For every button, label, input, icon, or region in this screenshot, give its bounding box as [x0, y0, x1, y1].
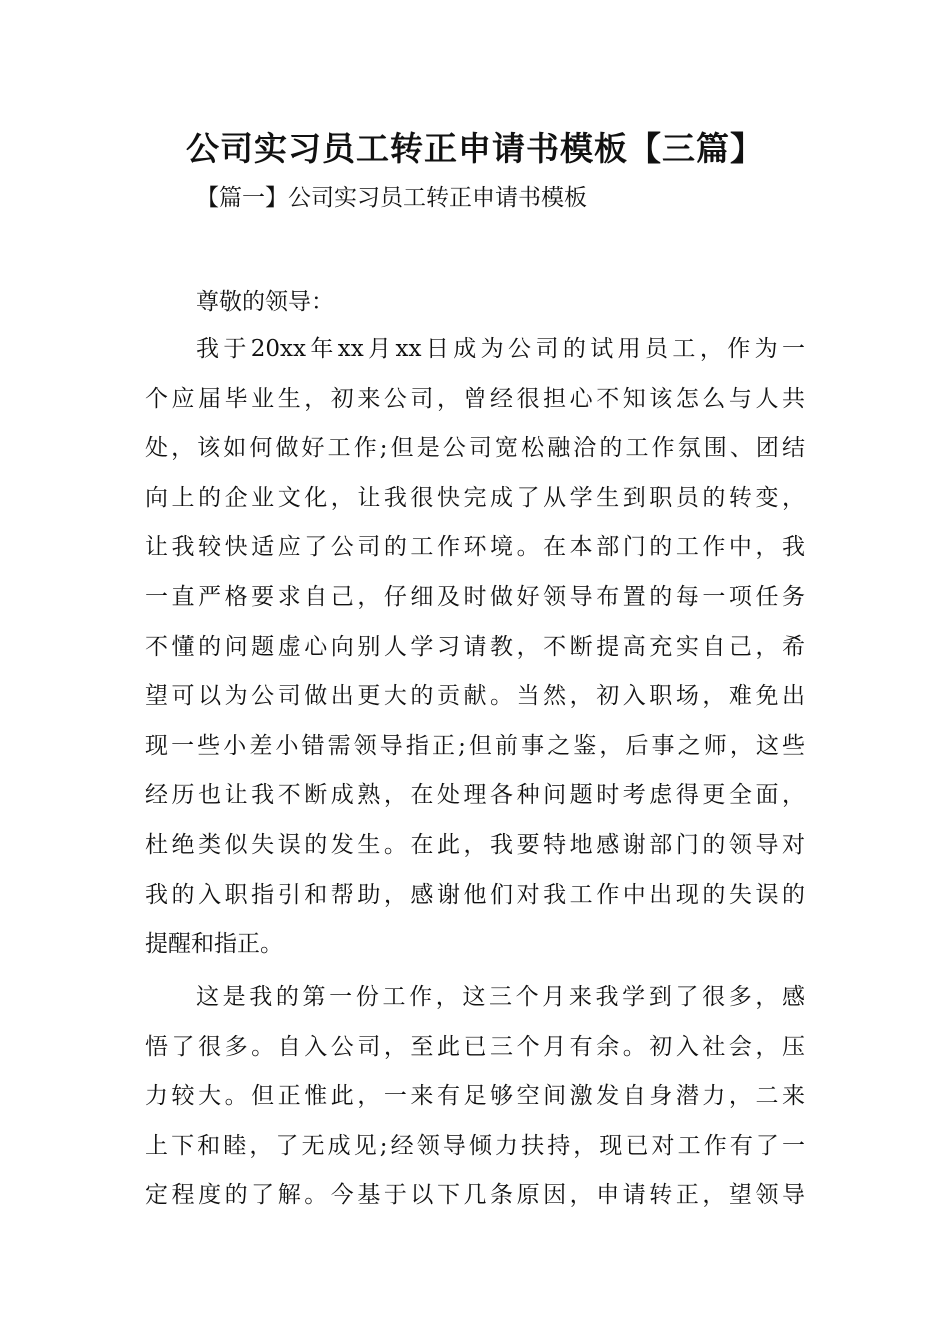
- text-line: 我的入职指引和帮助，感谢他们对我工作中出现的失误的: [145, 881, 805, 908]
- text-line: 提醒和指正。: [145, 931, 283, 958]
- text-line: 力较大。但正惟此，一来有足够空间激发自身潜力，二来: [145, 1083, 805, 1110]
- text-line: 让我较快适应了公司的工作环境。在本部门的工作中，我: [145, 534, 805, 561]
- text-line: 一直严格要求自己，仔细及时做好领导布置的每一项任务: [145, 583, 805, 610]
- text-line: 悟了很多。自入公司，至此已三个月有余。初入社会，压: [145, 1033, 805, 1060]
- text-line: 定程度的了解。今基于以下几条原因，申请转正，望领导: [145, 1182, 805, 1209]
- text-line: 向上的企业文化，让我很快完成了从学生到职员的转变，: [145, 484, 805, 511]
- body-paragraph-1: [145, 325, 805, 970]
- text-line: 这是我的第一份工作，这三个月来我学到了很多，感: [196, 984, 805, 1010]
- body-paragraph-2: [145, 973, 805, 1221]
- text-line: 经历也让我不断成熟，在处理各种问题时考虑得更全面，: [145, 782, 805, 809]
- text-line: 个应届毕业生，初来公司，曾经很担心不知该怎么与人共: [145, 385, 805, 412]
- text-line: 不懂的问题虚心向别人学习请教，不断提高充实自己，希: [145, 633, 805, 660]
- text-line: 杜绝类似失误的发生。在此，我要特地感谢部门的领导对: [145, 831, 805, 858]
- text-line: 上下和睦，了无成见;经领导倾力扶持，现已对工作有了一: [145, 1132, 805, 1159]
- text-line: 现一些小差小错需领导指正;但前事之鉴，后事之师，这些: [145, 732, 805, 759]
- text-line: 望可以为公司做出更大的贡献。当然，初入职场，难免出: [145, 683, 805, 710]
- section-heading: 【篇一】公司实习员工转正申请书模板: [196, 185, 587, 211]
- text-line: 我于20xx年xx月xx日成为公司的试用员工，作为一: [196, 336, 805, 362]
- salutation: 尊敬的领导：: [196, 289, 334, 315]
- text-line: 处，该如何做好工作;但是公司宽松融洽的工作氛围、团结: [145, 435, 805, 462]
- document-title: 公司实习员工转正申请书模板【三篇】: [186, 129, 764, 168]
